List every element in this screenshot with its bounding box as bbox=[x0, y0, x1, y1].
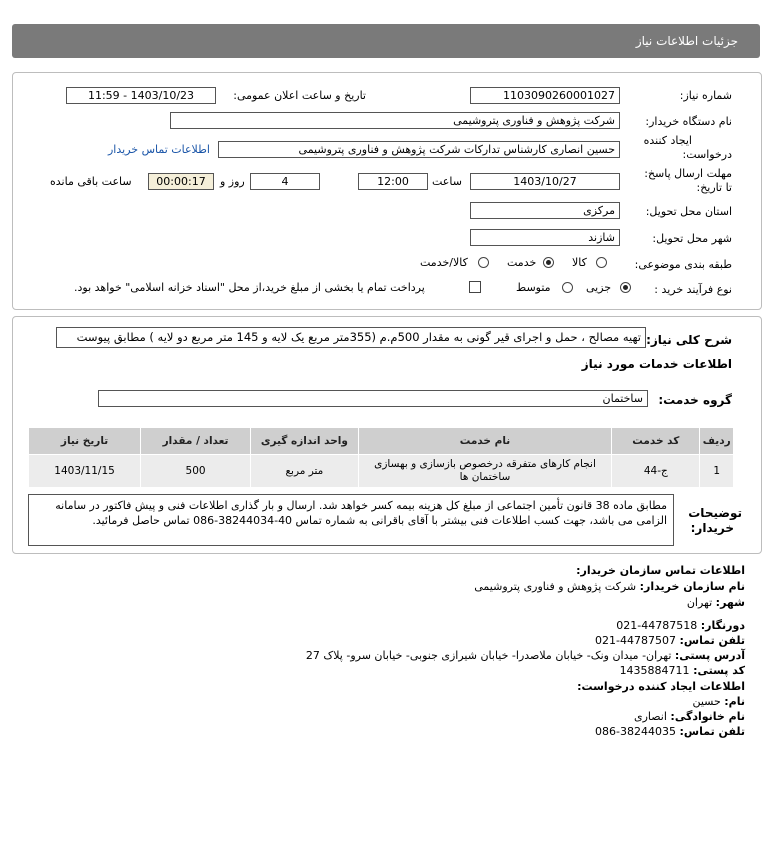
service-group-field: ساختمان bbox=[98, 390, 648, 407]
category-option-service: خدمت bbox=[507, 256, 537, 269]
contact-title: اطلاعات تماس سازمان خریدار: bbox=[576, 564, 745, 577]
cell-need-date: 1403/11/15 bbox=[29, 455, 141, 488]
contact-city-value: تهران bbox=[686, 596, 713, 609]
services-table bbox=[28, 427, 734, 488]
province-label: استان محل تحویل: bbox=[645, 205, 732, 218]
col-unit-header: واحد اندازه گیری bbox=[251, 428, 359, 455]
deadline-time-label: ساعت bbox=[432, 175, 462, 188]
category-option-goods-service: کالا/خدمت bbox=[420, 256, 468, 269]
services-title: اطلاعات خدمات مورد نیاز bbox=[581, 357, 732, 371]
service-group-label: گروه خدمت: bbox=[658, 393, 732, 407]
category-radio-goods-service[interactable] bbox=[478, 257, 489, 268]
notes-label-line2: خریدار: bbox=[690, 521, 734, 535]
contact-org-value: شرکت پژوهش و فناوری پتروشیمی bbox=[474, 580, 637, 593]
col-date-header: تاریخ نیاز bbox=[29, 428, 141, 455]
contact-address-value: تهران- میدان ونک- خیابان ملاصدرا- خیابان شیرازی جنوبی- خیابان سرو- پلاک 27 bbox=[305, 649, 672, 662]
contact-fax bbox=[616, 619, 745, 632]
page-title: جزئیات اطلاعات نیاز bbox=[635, 34, 738, 48]
category-option-goods: کالا bbox=[572, 256, 587, 269]
contact-city-label: شهر: bbox=[715, 596, 745, 609]
cell-quantity: 500 bbox=[141, 455, 251, 488]
deadline-label-line2: تا تاریخ: bbox=[696, 181, 732, 194]
remaining-label: ساعت باقی مانده bbox=[50, 175, 132, 188]
contact-phone-value: 44787507-021 bbox=[595, 634, 677, 647]
remaining-time-field: 00:00:17 bbox=[148, 173, 214, 190]
notes-label-line1: توضیحات bbox=[688, 506, 742, 520]
process-option-medium: متوسط bbox=[516, 281, 551, 294]
buyer-contact-link[interactable]: اطلاعات تماس خریدار bbox=[108, 143, 210, 156]
contact-org bbox=[474, 580, 745, 593]
creator-label-line1: ایجاد کننده bbox=[643, 134, 692, 147]
buyer-notes: مطابق ماده 38 قانون تأمین اجتماعی از مبلغ کل هزینه بیمه کسر خواهد شد. ارسال و بار گذاری اطلاعات فنی و پیش فاکتور در سامانه الزامی می باشد، جهت کسب اطلاعات فنی بیشتر با آقای باقرانی به شماره تماس 40-38244034-086 تماس حاصل فرمائید. bbox=[28, 494, 674, 546]
contact-city bbox=[687, 596, 745, 609]
creator-first-name-label: نام: bbox=[724, 695, 745, 708]
creator-label-line2: درخواست: bbox=[682, 148, 732, 161]
contact-fax-value: 44787518-021 bbox=[616, 619, 698, 632]
process-option-minor: جزیی bbox=[586, 281, 612, 294]
creator-phone bbox=[595, 725, 745, 738]
creator-last-name-value: انصاری bbox=[633, 710, 667, 723]
cell-service-code: ج-44 bbox=[612, 455, 700, 488]
contact-fax-label: دورنگار: bbox=[700, 619, 745, 632]
col-code-header: کد خدمت bbox=[612, 428, 700, 455]
category-radio-service[interactable] bbox=[543, 257, 554, 268]
need-info-panel bbox=[12, 72, 762, 310]
city-field: شازند bbox=[470, 229, 620, 246]
deadline-label-line1: مهلت ارسال پاسخ: bbox=[644, 167, 732, 180]
page-header bbox=[12, 24, 760, 58]
col-quantity-header: تعداد / مقدار bbox=[141, 428, 251, 455]
deadline-date-field: 1403/10/27 bbox=[470, 173, 620, 190]
creator-phone-label: تلفن تماس: bbox=[679, 725, 745, 738]
creator-field: حسین انصاری کارشناس تدارکات شرکت پژوهش و فناوری پتروشیمی bbox=[218, 141, 620, 158]
creator-info-title: اطلاعات ایجاد کننده درخواست: bbox=[577, 680, 745, 693]
deadline-time-field: 12:00 bbox=[358, 173, 428, 190]
city-label: شهر محل تحویل: bbox=[652, 232, 732, 245]
creator-last-name-label: نام خانوادگی: bbox=[670, 710, 745, 723]
buyer-org-field: شرکت پژوهش و فناوری پتروشیمی bbox=[170, 112, 620, 129]
process-radio-medium[interactable] bbox=[562, 282, 573, 293]
creator-first-name bbox=[692, 695, 745, 708]
creator-first-name-value: حسین bbox=[692, 695, 721, 708]
need-number-label: شماره نیاز: bbox=[679, 89, 732, 102]
cell-row-number: 1 bbox=[700, 455, 734, 488]
treasury-payment-checkbox[interactable] bbox=[469, 281, 481, 293]
category-radio-goods[interactable] bbox=[596, 257, 607, 268]
contact-address bbox=[306, 649, 745, 662]
contact-postal bbox=[620, 664, 745, 677]
contact-org-label: نام سازمان خریدار: bbox=[639, 580, 745, 593]
buyer-org-label: نام دستگاه خریدار: bbox=[645, 115, 732, 128]
col-row-header: ردیف bbox=[700, 428, 734, 455]
announce-datetime-field: 1403/10/23 - 11:59 bbox=[66, 87, 216, 104]
category-label: طبقه بندی موضوعی: bbox=[634, 258, 732, 271]
cell-unit: متر مربع bbox=[251, 455, 359, 488]
table-row bbox=[29, 455, 734, 488]
contact-address-label: آدرس پستی: bbox=[674, 649, 745, 662]
description-field: تهیه مصالح ، حمل و اجرای قیر گونی به مقدار 500م.م (355متر مربع یک لایه و 145 متر مربع دو لایه ) مطابق پیوست bbox=[56, 327, 646, 348]
province-field: مرکزی bbox=[470, 202, 620, 219]
treasury-payment-note: پرداخت تمام یا بخشی از مبلغ خرید،از محل "اسناد خزانه اسلامی" خواهد بود. bbox=[74, 281, 425, 294]
days-field: 4 bbox=[250, 173, 320, 190]
col-service-name-header: نام خدمت bbox=[358, 428, 612, 455]
contact-postal-value: 1435884711 bbox=[619, 664, 690, 677]
contact-phone-label: تلفن تماس: bbox=[679, 634, 745, 647]
announce-label: تاریخ و ساعت اعلان عمومی: bbox=[233, 89, 366, 102]
creator-phone-value: 38244035-086 bbox=[595, 725, 677, 738]
process-radio-minor[interactable] bbox=[620, 282, 631, 293]
need-number-field: 1103090260001027 bbox=[470, 87, 620, 104]
creator-last-name bbox=[634, 710, 745, 723]
cell-service-name: انجام کارهای متفرقه درخصوص بازسازی و بهسازی ساختمان ها bbox=[358, 455, 612, 488]
process-label: نوع فرآیند خرید : bbox=[654, 283, 732, 296]
contact-phone bbox=[595, 634, 745, 647]
description-label: شرح کلی نیاز: bbox=[646, 333, 732, 347]
contact-postal-label: کد پستی: bbox=[693, 664, 745, 677]
days-label: روز و bbox=[220, 175, 245, 188]
